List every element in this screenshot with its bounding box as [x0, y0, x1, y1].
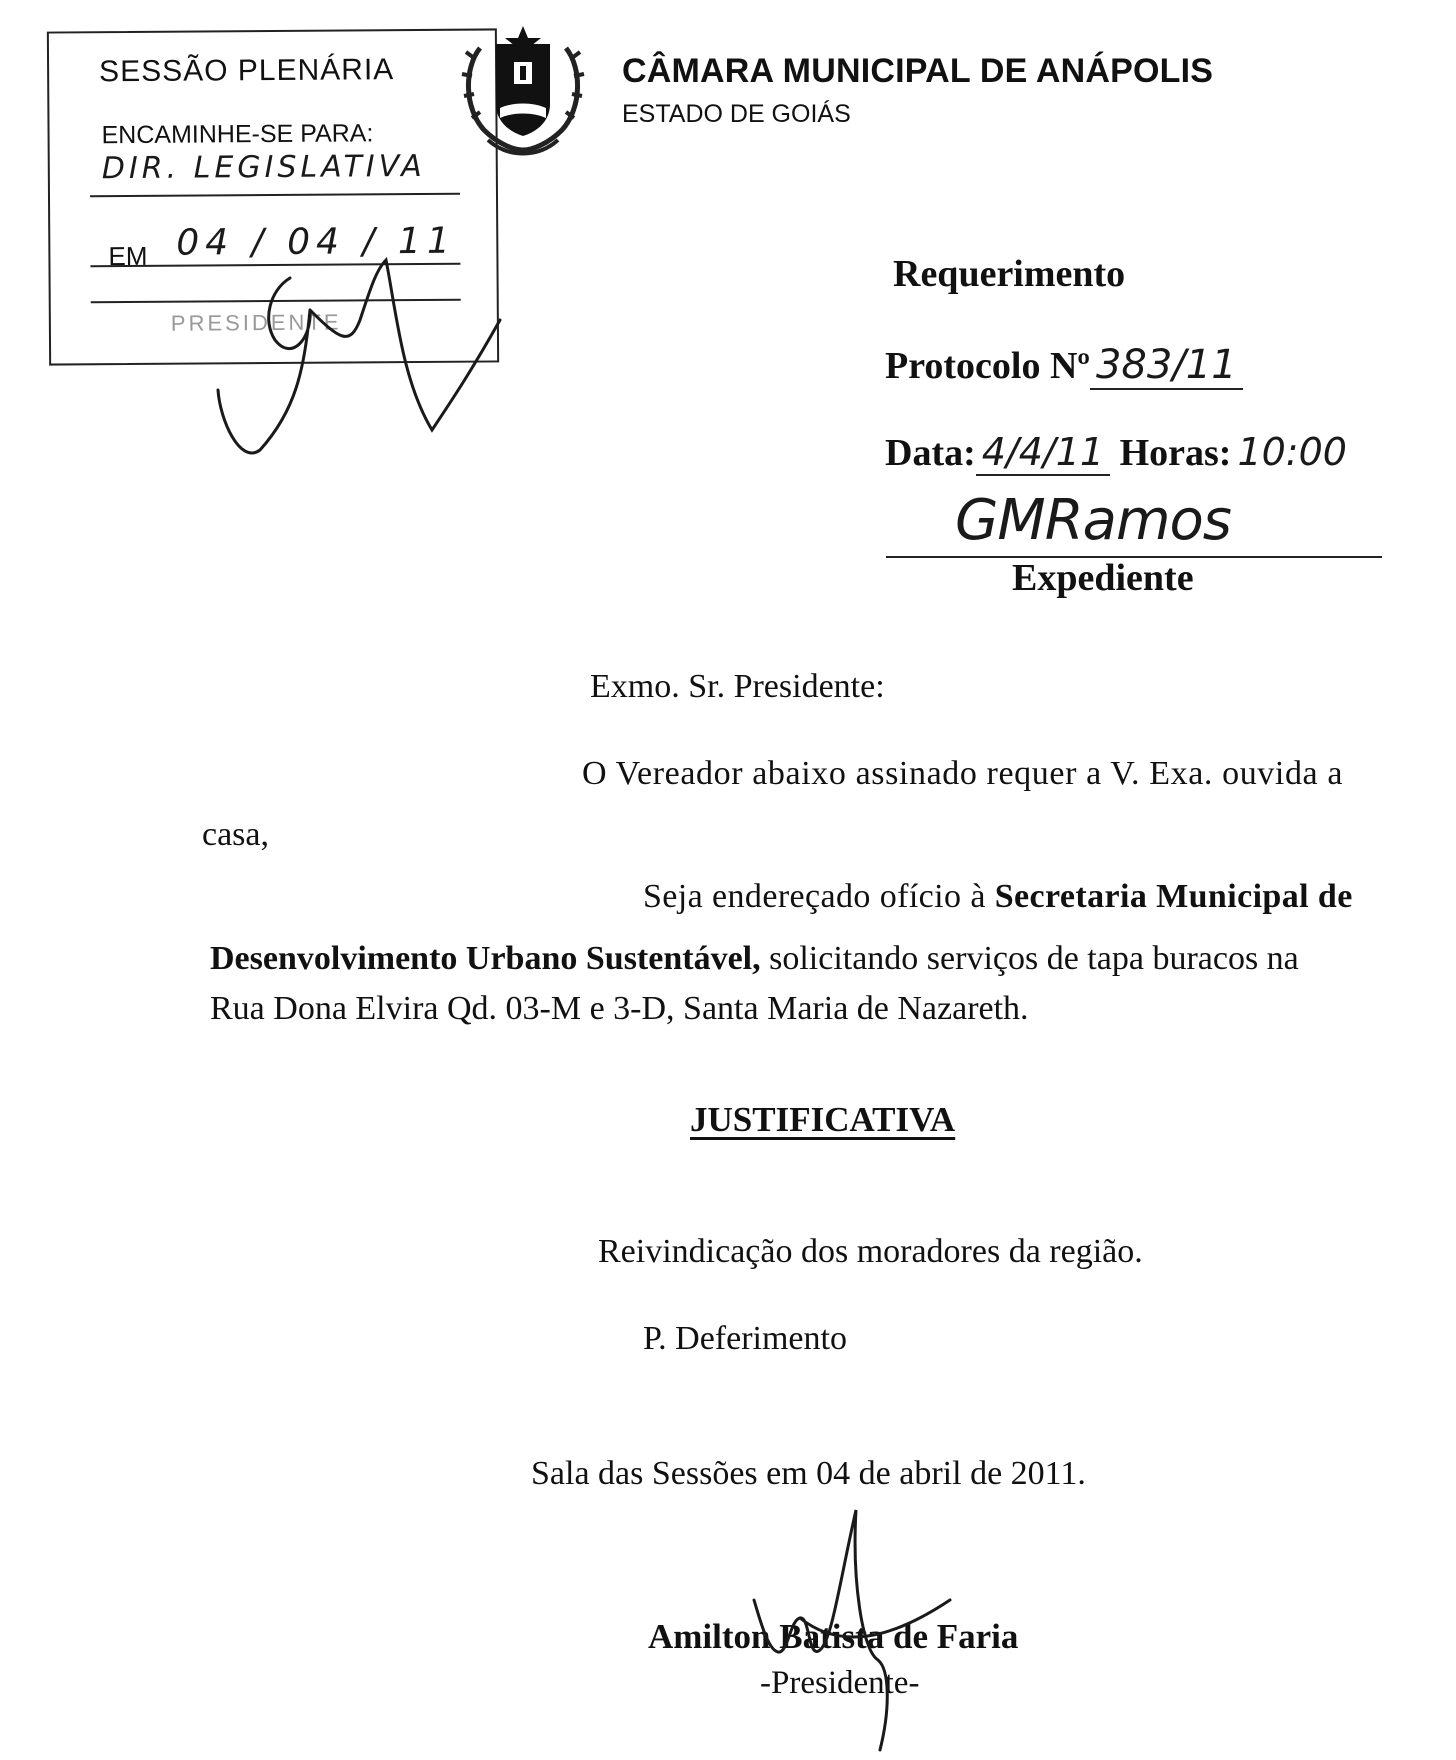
stamp-title: SESSÃO PLENÁRIA: [99, 53, 395, 89]
request-line-3: Rua Dona Elvira Qd. 03-M e 3-D, Santa Maria de Nazareth.: [210, 990, 1029, 1027]
doc-type: Requerimento: [893, 253, 1126, 295]
request-plain-2: solicitando serviços de tapa buracos na: [760, 940, 1299, 977]
justification-title: JUSTIFICATIVA: [690, 1100, 956, 1139]
stamp-role: PRESIDENTE: [170, 309, 342, 336]
stamp-date-prefix: EM: [108, 240, 148, 272]
org-name: CÂMARA MUNICIPAL DE ANÁPOLIS: [622, 52, 1214, 90]
stamp-forward-label-text: ENCAMINHE-SE PARA:: [101, 119, 374, 150]
protocol-row: [885, 342, 1243, 390]
protocol-number: 383/11: [1090, 342, 1243, 390]
intro-line-2: casa,: [202, 816, 270, 853]
dept-label: Expediente: [1012, 557, 1194, 599]
signer-title: -Presidente-: [760, 1665, 920, 1701]
justification-text: Reivindicação dos moradores da região.: [598, 1233, 1143, 1270]
stamp-signature: [200, 250, 520, 470]
stamp-date-value: 04 / 04 / 11: [176, 220, 456, 264]
stamp-forward-line: [90, 193, 460, 198]
date-label: Data:: [885, 432, 976, 474]
receiver-signature: GMRamos: [955, 488, 1231, 553]
hours-value: 10:00: [1237, 430, 1347, 474]
salutation: Exmo. Sr. Presidente:: [590, 668, 885, 705]
coat-of-arms-icon: [458, 18, 588, 158]
date-value: 4/4/11: [976, 430, 1110, 476]
request-line-1: [643, 878, 1353, 916]
request-plain-1: Seja endereçado ofício à: [643, 878, 995, 915]
signer-name: Amilton Batista de Faria: [648, 1617, 1019, 1656]
request-line-2: [210, 940, 1299, 978]
org-state: ESTADO DE GOIÁS: [622, 100, 851, 128]
signer-signature: [740, 1500, 1000, 1760]
stamp-forward-label: [101, 119, 373, 150]
intro-line-1: O Vereador abaixo assinado requer a V. Exa. ouvida a: [582, 755, 1344, 792]
date-row: [885, 430, 1353, 476]
protocol-label: Protocolo Nº: [885, 345, 1090, 387]
hours-label: Horas:: [1119, 432, 1232, 474]
secretariat-name-part-2: Desenvolvimento Urbano Sustentável,: [210, 940, 761, 977]
closing: P. Deferimento: [643, 1320, 847, 1357]
stamp-forward-to: DIR. LEGISLATIVA: [101, 148, 426, 187]
secretariat-name-part-1: Secretaria Municipal de: [994, 878, 1353, 915]
place-date: Sala das Sessões em 04 de abril de 2011.: [531, 1455, 1086, 1492]
